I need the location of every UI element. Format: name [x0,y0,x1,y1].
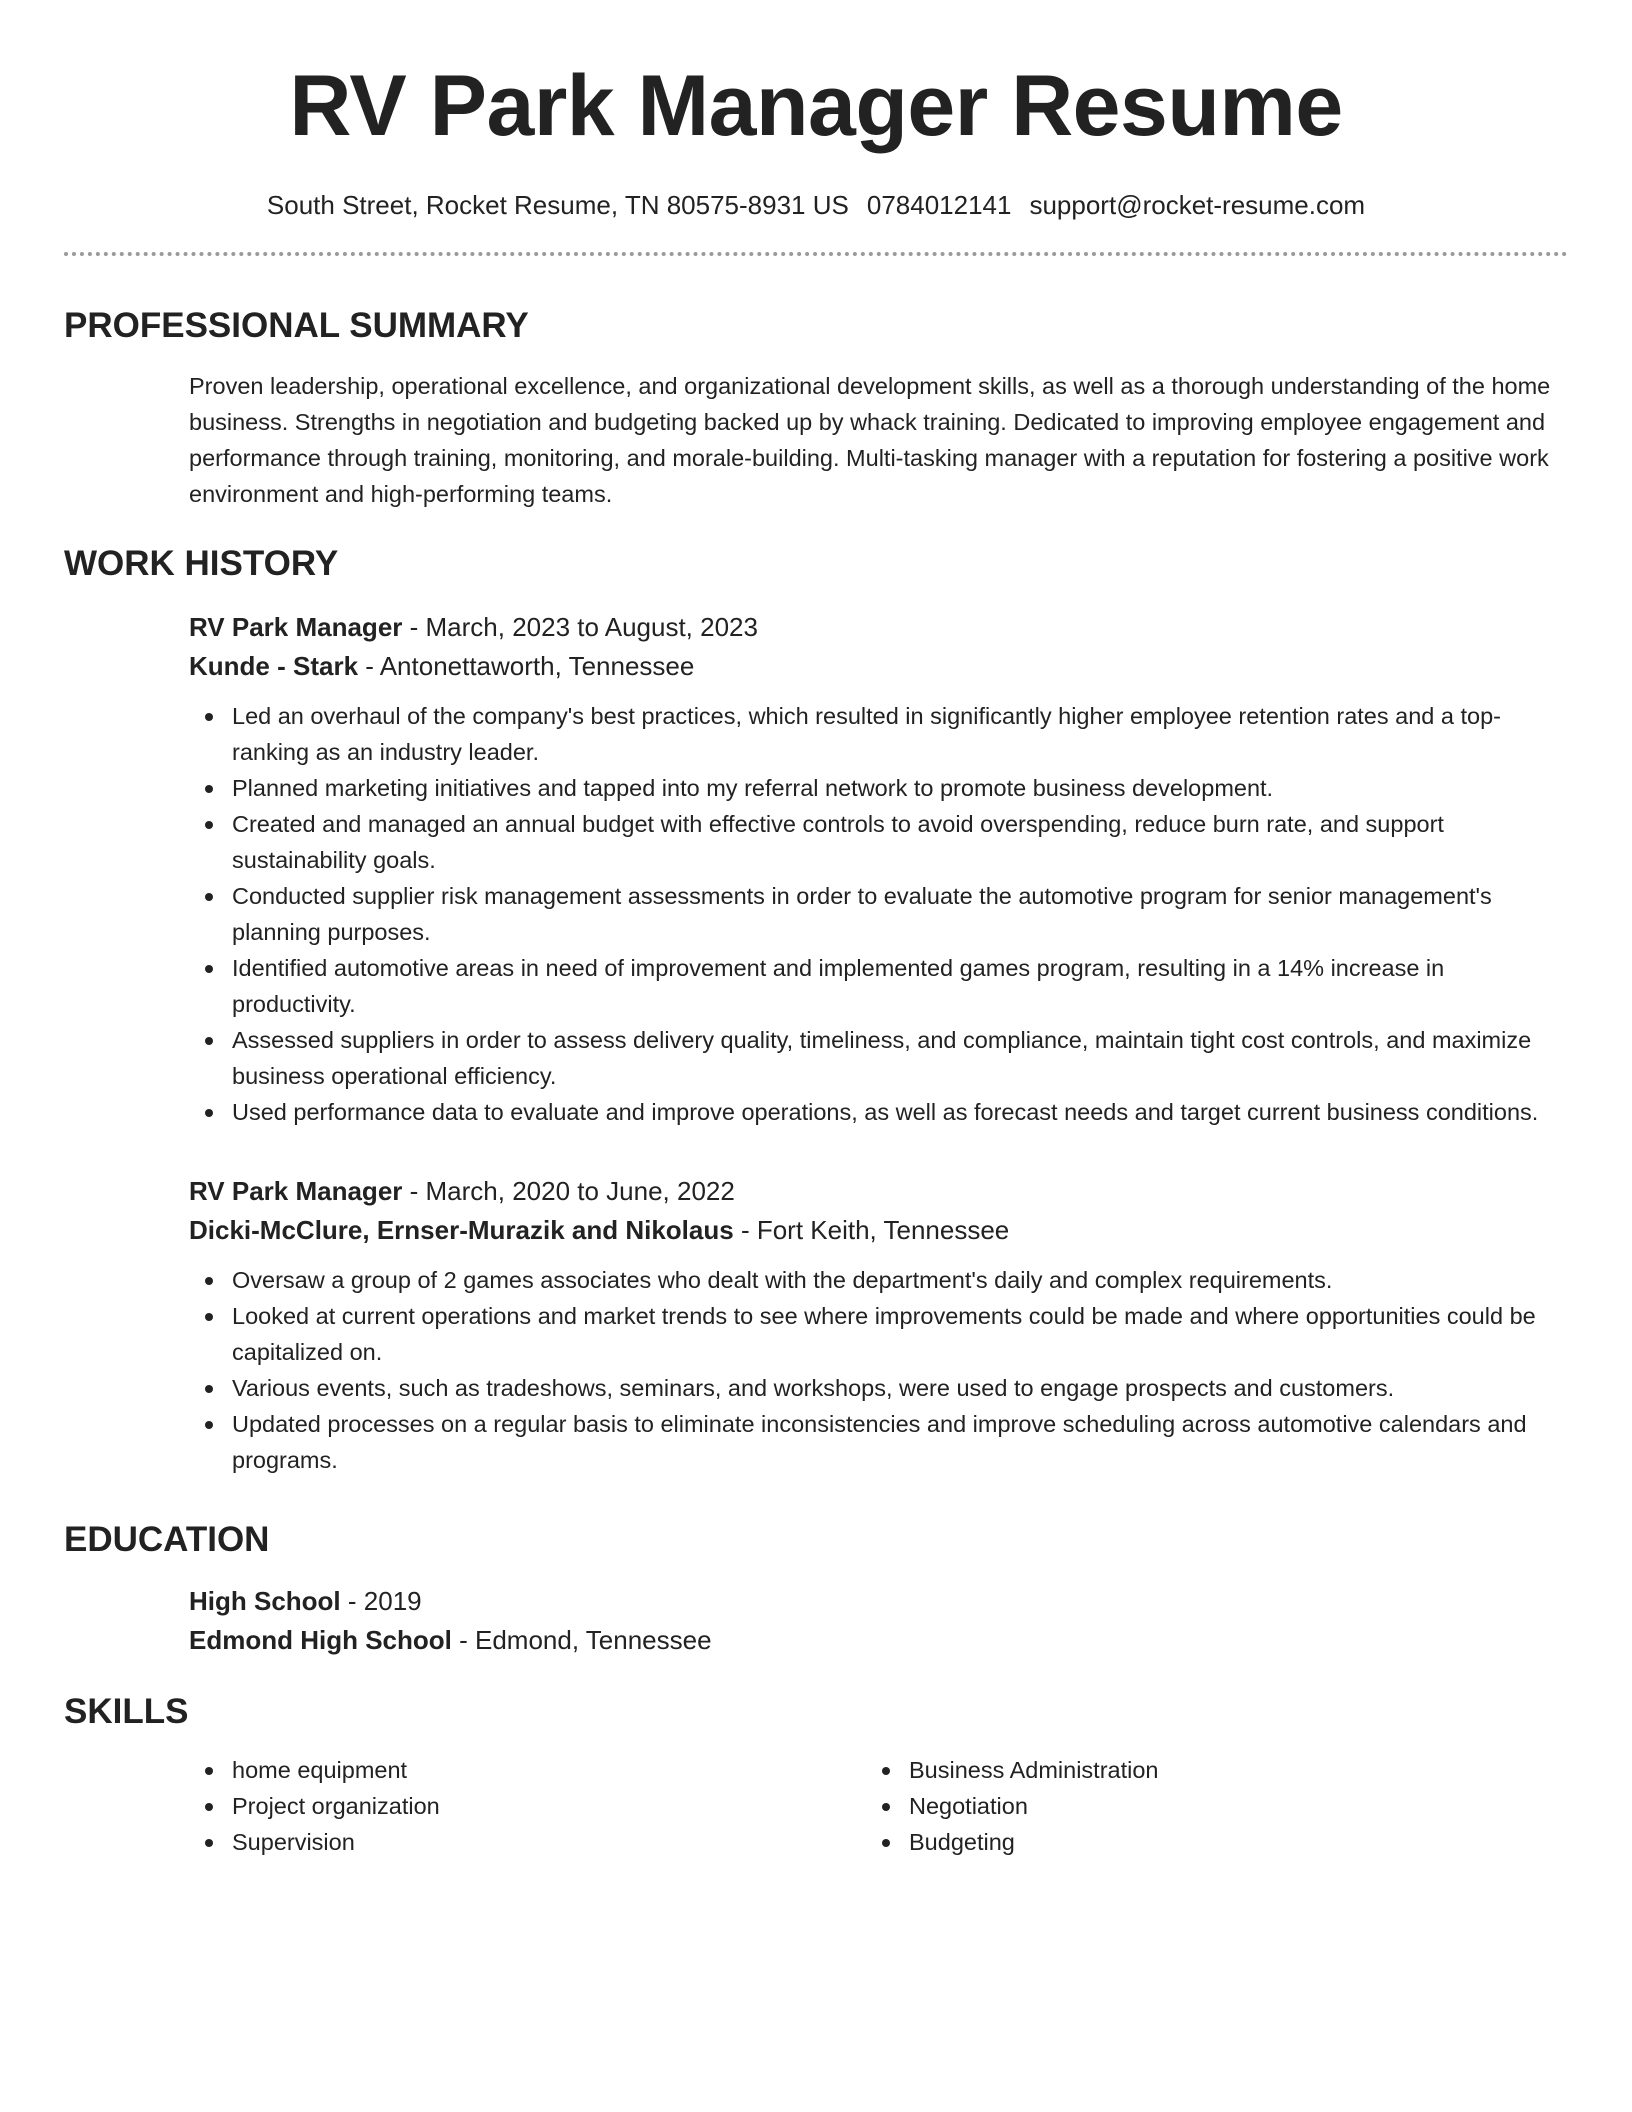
skills-grid [189,1752,1568,1860]
job-location: - Fort Keith, Tennessee [733,1215,1010,1245]
skill-item: Budgeting [866,1824,1543,1860]
list-item: Looked at current operations and market trends to see where improvements could be made and where opportunities could be capitalized on. [189,1298,1568,1370]
section-title-summary: PROFESSIONAL SUMMARY [64,306,529,345]
list-item: Various events, such as tradeshows, seminars, and workshops, were used to engage prospects and customers. [189,1370,1568,1406]
job-location: - Antonettaworth, Tennessee [358,651,695,681]
skill-item: Project organization [189,1788,866,1824]
job-company: Kunde - Stark [189,651,359,681]
list-item: Led an overhaul of the company's best practices, which resulted in significantly higher employee retention rates and a top-ranking as an industry leader. [189,698,1568,770]
list-item: Conducted supplier risk management assessments in order to evaluate the automotive program for senior management's planning purposes. [189,878,1568,950]
contact-address: South Street, Rocket Resume, TN 80575-8931 US [266,190,849,220]
skill-item: Business Administration [866,1752,1543,1788]
education-degree: High School [189,1586,341,1616]
resume-title: RV Park Manager Resume [289,58,1343,154]
job-role: RV Park Manager [189,1176,403,1206]
section-title-skills: SKILLS [64,1692,189,1731]
list-item: Created and managed an annual budget with effective controls to avoid overspending, reduce burn rate, and support sustainability goals. [189,806,1568,878]
skills-column-left [189,1752,866,1860]
skills-column-right [866,1752,1543,1860]
job-company-line [189,1211,1568,1250]
education-degree-line [189,1582,1568,1621]
header-divider [64,252,1568,256]
education-year: - 2019 [340,1586,422,1616]
job-company: Dicki-McClure, Ernser-Murazik and Nikolaus [189,1215,734,1245]
skill-item: Supervision [189,1824,866,1860]
list-item: Updated processes on a regular basis to eliminate inconsistencies and improve scheduling across automotive calendars and programs. [189,1406,1568,1478]
job-role-line [189,608,1568,647]
job-role: RV Park Manager [189,612,403,642]
list-item: Assessed suppliers in order to assess delivery quality, timeliness, and compliance, maintain tight cost controls, and maximize business operational efficiency. [189,1022,1568,1094]
job-dates: - March, 2023 to August, 2023 [402,612,758,642]
list-item: Planned marketing initiatives and tapped into my referral network to promote business development. [189,770,1568,806]
education-entry [189,1582,1568,1660]
section-title-education: EDUCATION [64,1520,270,1559]
skill-item: home equipment [189,1752,866,1788]
list-item: Identified automotive areas in need of improvement and implemented games program, resulting in a 14% increase in productivity. [189,950,1568,1022]
section-title-work-history: WORK HISTORY [64,544,339,583]
job-entry [189,608,1568,1130]
education-location: - Edmond, Tennessee [451,1625,712,1655]
job-entry [189,1172,1568,1478]
contact-email: support@rocket-resume.com [1029,190,1366,220]
education-school: Edmond High School [189,1625,452,1655]
education-school-line [189,1621,1568,1660]
skill-item: Negotiation [866,1788,1543,1824]
job-bullets [189,1262,1568,1478]
contact-line [64,188,1568,222]
summary-text: Proven leadership, operational excellence, and organizational development skills, as well as a thorough understanding of the home business. Strengths in negotiation and budgeting backed up by whack training. Dedicated to improving employee engagement and performance through training, monitoring, and morale-building. Multi-tasking manager with a reputation for fostering a positive work environment and high-performing teams. [189,373,1551,507]
job-role-line [189,1172,1568,1211]
job-dates: - March, 2020 to June, 2022 [402,1176,735,1206]
resume-page [64,0,1568,1860]
list-item: Oversaw a group of 2 games associates who dealt with the department's daily and complex requirements. [189,1262,1568,1298]
job-company-line [189,647,1568,686]
list-item: Used performance data to evaluate and improve operations, as well as forecast needs and target current business conditions. [189,1094,1568,1130]
job-bullets [189,698,1568,1130]
contact-phone: 0784012141 [866,190,1012,220]
